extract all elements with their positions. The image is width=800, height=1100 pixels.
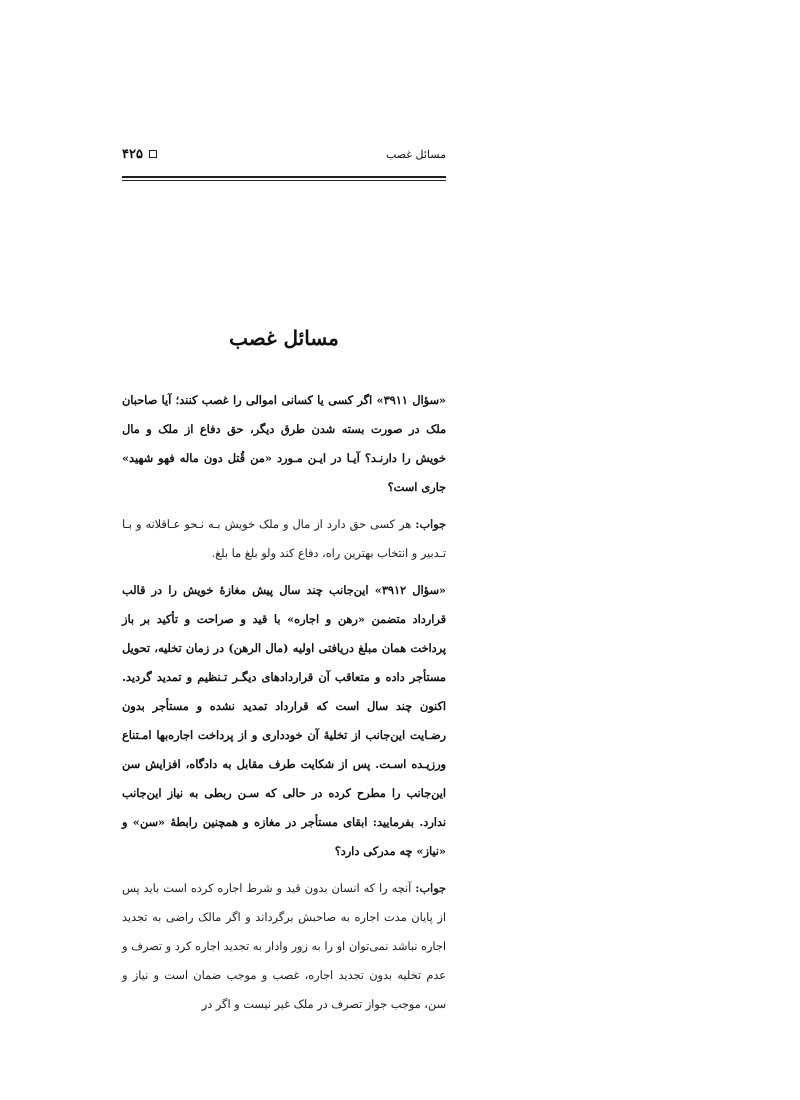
page-number: ۴۲۵ — [122, 146, 143, 162]
question-3911: «سؤال ۳۹۱۱» اگر کسی یا کسانی اموالی را غصب کنند؛ آیا صاحبان ملک در صورت بسته شدن طرق دیگر، حق دفاع از ملک و مال خویش را دارنـد؟ آیـا در ایـن مـورد «من قُتل دون ماله فهو شهید» جاری است؟ — [122, 393, 446, 494]
question-3912: «سؤال ۳۹۱۲» این‌جانب چند سال پیش مغازهٔ خویش را در قالب قرارداد متضمن «رهن و اجاره» با قید و صراحت و تأکید بر باز پرداخت همان مبلغ دریافتی اولیه (مال الرهن) در زمان تخلیه، تحویل مستأجر داده و متعاقب آن قراردادهای دیگـر تـنظیم و تمدید گردید. اکنون چند سال است که قرارداد تمدید نشده و مستأجر بدون رضـایت این‌جانب از تخلیهٔ آن خودداری و از پرداخت اجاره‌بها امـتناع ورزیـده اسـت. پس از شکایت طرف مقابل به دادگاه، افزایش سن این‌جانب را مطرح کرده در حالی که سـن ربطی به نیاز این‌جانب ندارد. بفرمایید: ابقای مستأجر در مغازه و همچنین رابطهٔ «سن» و «نیاز» چه مدرکی دارد؟ — [122, 583, 446, 858]
answer-3911 — [122, 510, 446, 568]
answer-3912 — [122, 874, 446, 1019]
document-page — [122, 140, 446, 1027]
section-title: مسائل غصب — [229, 326, 339, 350]
answer-label: جواب: — [415, 517, 446, 531]
page-number-group — [122, 147, 157, 162]
answer-label: جواب: — [415, 881, 447, 895]
header-rule-thin — [122, 180, 446, 181]
running-title: مسائل غصب — [385, 147, 446, 161]
answer-text: آنچه را که انسان بدون قید و شرط اجاره کرده است باید پس از پایان مدت اجاره به صاحبش برگرداند و اگر مالک راضی به تجدید اجاره نباشد نمی‌توان او را به زور وادار به تجدید اجاره کرد و تصرف و عدم تخلیه بدون تجدید اجاره، غصب و موجب ضمان است و نیاز و سن، موجب جواز تصرف در ملک غیر نیست و اگر در — [122, 882, 446, 1011]
square-icon — [149, 150, 157, 158]
answer-text: هر کسی حق دارد از مال و ملک خویش بـه نـحو عـاقلانه و بـا تـدبیر و انتخاب بهترین راه، دفاع کند ولو بلغ ما بلغ. — [122, 518, 446, 560]
header-rule-thick — [122, 176, 446, 178]
running-header — [122, 140, 446, 168]
